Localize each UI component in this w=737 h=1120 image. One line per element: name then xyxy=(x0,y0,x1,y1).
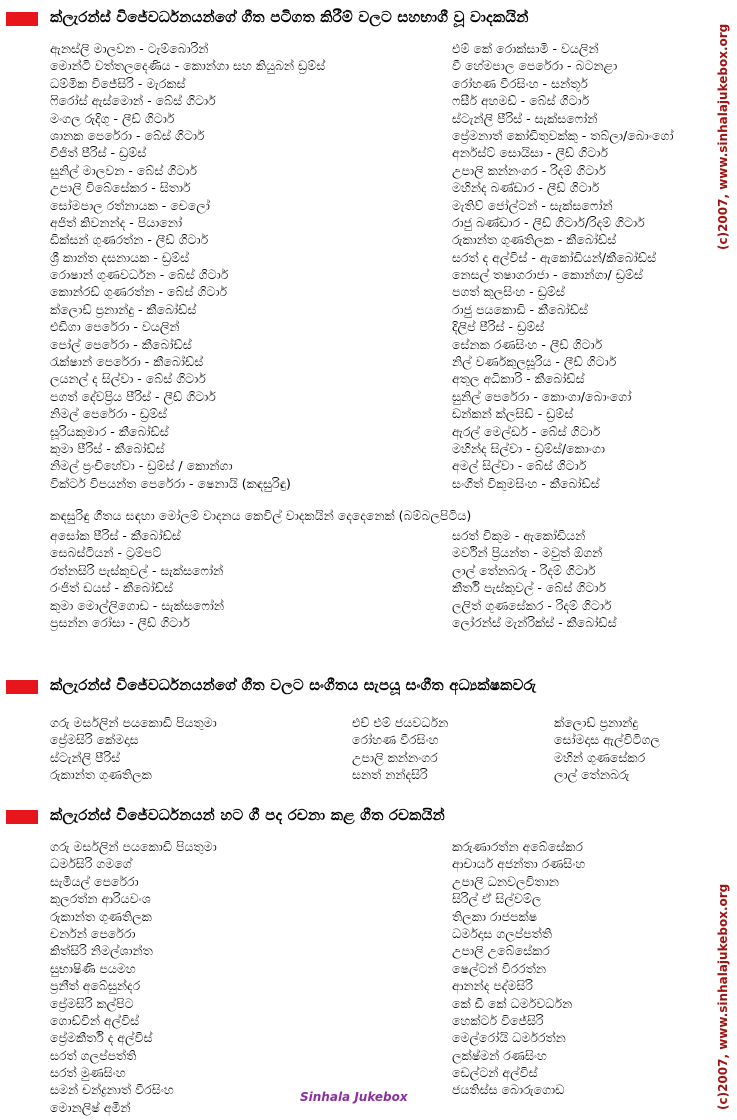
list-item: උපාලි විබේසේකර - සිතාර් xyxy=(50,180,191,196)
list-item: පෝල් පෙරේරා - කීබෝඩ්ස් xyxy=(50,336,192,352)
directors-col-2 xyxy=(352,714,542,784)
list-item: මොනලිෂ් අමීන් xyxy=(50,1099,131,1115)
list-item: රාජු බණ්ඩාර - ලීඩ් ගිටාර්/රිදම් ගිටාර් xyxy=(452,214,645,230)
list-item: වික්ටර් විපයන්ත පෙරේරා - ෂෙනායි (කඳසුරිඳු) xyxy=(50,475,291,491)
section-title: ක්ලැරන්ස් විජේවර්ධනයන් හට ගී පද රචනා කළ ගීත රචකයින් xyxy=(50,806,445,824)
list-item: ක්ලොඩ් ප්‍රනාන්දු - කීබෝඩ්ස් xyxy=(50,301,197,317)
kandasuridu-note: කඳසුරිඳු ගීතය සඳහා මෝලම් වාදනය කෙවිල් වාදකයින් දෙදෙනෙක් (බම්බලපිටිය) xyxy=(50,508,472,523)
list-item: පගත් කුලසිංහ - ඩ්‍රම්ස් xyxy=(452,284,565,300)
list-item: සෝමපාල රත්නායක - චෙලෝ xyxy=(50,197,210,213)
list-item: සෝමදාස ඇල්විටිගල xyxy=(554,732,660,748)
list-item: ගරු මර්සලින් පයකොඩි පියතුමා xyxy=(50,715,217,730)
list-item: සැමියල් පෙරේරා xyxy=(50,873,139,889)
directors-col-3 xyxy=(554,714,704,784)
performers-left-list-2 xyxy=(50,527,440,631)
list-item: ධර්මසිරි ගමගේ xyxy=(50,856,132,872)
list-item: නිමල් පෙරේරා - ඩ්‍රම්ස් xyxy=(50,406,168,422)
list-item: නෙසල් තෂාගරාජා - කොන්ගා/ ඩ්‍රම්ස් xyxy=(452,267,643,283)
list-item: උපාලි කන්නංගර - රිදම් ගිටාර් xyxy=(452,162,606,178)
performers-right-list-2 xyxy=(452,527,707,631)
list-item: සෙබස්ටියන් - ට්‍රම්පට් xyxy=(50,545,162,561)
list-item: අර්නස්ට් සොයිසා - ලීඩ් ගිටාර් xyxy=(452,145,608,161)
list-item: ධර්මදාස ගලප්පත්ති xyxy=(452,925,553,941)
performers-right-list xyxy=(452,40,707,492)
red-marker-icon xyxy=(6,12,38,26)
list-item: අජිත් කිවනන්ද - පියානෝ xyxy=(50,214,183,230)
list-item: ප්‍රේමසිරි කල්පිට xyxy=(50,995,134,1011)
list-item: සුභාෂිණි පයමහ xyxy=(50,960,136,976)
list-item: මහින්ද බණ්ඩාර - ලීඩ් ගිටාර් xyxy=(452,180,600,196)
list-item: ඇරල් මෙල්ඩර් - බේස් ගිටාර් xyxy=(452,423,601,439)
list-item: අතුල අධිකාරි - කීබෝඩ්ස් xyxy=(452,371,585,387)
list-item: ෆසීර් අහමඩ් - බේස් ගිටාර් xyxy=(452,93,590,109)
directors-col-1 xyxy=(50,714,340,784)
section-title: ක්ලැරන්ස් විජේවර්ධනයන්ගේ ගීත පටිගත කිරීම් වලට සහභාගී වූ වාදකයින් xyxy=(50,8,529,26)
list-item: කුලරත්න ආරියවංශ xyxy=(50,891,151,907)
list-item: පගත් දේවප්‍රිය පීරිස් - ලීඩ් ගිටාර් xyxy=(50,388,216,404)
music-directors-section xyxy=(0,676,705,783)
list-item: එච් එම් ජයවර්ධන xyxy=(352,715,449,730)
list-item: සංගීත් විකුමසිංහ - කීබෝඩ්ස් xyxy=(452,475,600,491)
list-item: ලලිත් ගුණසේකර - රිදම් ගිටාර් xyxy=(452,597,612,613)
list-item: ස්ටැන්ලි පීරිස් xyxy=(50,749,121,765)
list-item: කිත්සිරි නිමල්ශාන්ත xyxy=(50,943,153,959)
list-item: ඩන්කන් ක්ලසිඩ් - ඩ්‍රම්ස් xyxy=(452,406,574,422)
list-item: උපාලි ධනවලවිතාන xyxy=(452,873,559,889)
copyright-watermark-bottom: (c)2007, www.sinhalajukebox.org xyxy=(716,883,730,1110)
list-item: රත්නසිරි පැස්කුවල් - සැක්සෆෝන් xyxy=(50,562,224,578)
list-item: ලාල් තේනබරු - රිදම් ගිටාර් xyxy=(452,562,596,578)
list-item: අසෝක පීරිස් - කීබෝඩ්ස් xyxy=(50,528,181,543)
list-item: මර්වින් ප්‍රියන්ත - මවුත් ඕගන් xyxy=(452,545,603,561)
list-item: සූරියකුමාර - කීබෝඩ්ස් xyxy=(50,423,169,439)
list-item: ශ්‍රී කාන්ත දසනායක - ඩ්‍රම්ස් xyxy=(50,249,190,265)
footer-logo-text: Sinhala Jukebox xyxy=(300,1090,408,1104)
list-item: කේ ඩී කේ ධර්මවර්ධන xyxy=(452,995,573,1011)
list-item: සිරිල් ඒ සිල්වම්ල xyxy=(452,891,542,907)
list-item: ප්‍රසන්න රෝසා - ලීඩ් ගිටාර් xyxy=(50,614,190,630)
list-item: ක්ලොඩ් ප්‍රනාන්දු xyxy=(554,715,638,730)
list-item: ගොඩ්වින් අල්විස් xyxy=(50,1012,140,1028)
list-item: මංගල රුදිගු - ලීඩ් ගිටාර් xyxy=(50,110,175,126)
list-item: ධම්මික විජේසිරි - මැරකස් xyxy=(50,75,186,91)
list-item: විජිත් පීරිස් - ඩ්‍රම්ස් xyxy=(50,145,147,161)
copyright-watermark-top: (c)2007, www.sinhalajukebox.org xyxy=(716,23,730,250)
list-item: ලයනල් ද සිල්වා - බේස් ගිටාර් xyxy=(50,371,206,387)
list-item: මොන්ටි වත්තලදෙණිය - කොන්ගා සහ කියුබන් ඩ්‍රම්ස් xyxy=(50,58,326,74)
list-item: ජයතිස්ස බොරුගොඩ xyxy=(452,1082,565,1098)
list-item: මහින්ද සිල්වා - ඩ්‍රම්ස්/කොංගා xyxy=(452,440,606,456)
list-item: තිලකා රාජපක්ෂ xyxy=(452,908,538,924)
list-item: රෝහණ වීරසිංහ xyxy=(352,732,439,748)
performers-section xyxy=(0,8,705,630)
list-item: එම් කේ රොක්සාමි - වයලින් xyxy=(452,41,599,56)
list-item: ආචාර්ය අජන්තා රණසිංහ xyxy=(452,856,586,872)
list-item: ප්‍රනීත් අබේසුන්දර xyxy=(50,978,141,994)
list-item: සුනිල් පෙරේරා - කොංගා/බොංගෝ xyxy=(452,388,632,404)
list-item: ගරු මර්සලින් පයකොඩි පියතුමා xyxy=(50,839,217,854)
list-item: එඩිගා පෙරේරා - වයලින් xyxy=(50,319,180,335)
list-item: චර්නන් පෙරේරා xyxy=(50,925,136,941)
red-marker-icon xyxy=(6,680,38,694)
list-item: නිමල් ප්‍රංචිහේවා - ඩ්‍රම්ස් / කොන්ගා xyxy=(50,458,233,474)
list-item: රෝහණ වීරසිංහ - සන්තූර් xyxy=(452,75,588,91)
list-item: උපාලි උබේසේකර xyxy=(452,943,550,959)
list-item: ලාල් තේනබරු xyxy=(554,767,630,783)
list-item: සනත් නන්දසිරි xyxy=(352,767,428,783)
list-item: සේනක රණසිංහ - ලීඩ් ගිටාර් xyxy=(452,336,603,352)
list-item: මහින් ගුණසේකර xyxy=(554,749,646,765)
list-item: අමල් සිල්වා - බේස් ගිටාර් xyxy=(452,458,587,474)
lyricists-right-list xyxy=(452,838,707,1099)
list-item: සරත් ද අල්විස් - ඇකෝඩියන්/කීබෝඩ්ස් xyxy=(452,249,657,265)
list-item: නිල් වර්ණකුලසූරිය - ලීඩ් ගිටාර් xyxy=(452,354,617,370)
lyricists-left-list xyxy=(50,838,440,1116)
list-item: කරුණාරත්න අබේසේකර xyxy=(452,839,583,854)
list-item: සරත් විකුම - ඇකෝඩියන් xyxy=(452,528,586,543)
list-item: සුනිල් මාලවන - බේස් ගිටාර් xyxy=(50,162,197,178)
list-item: කීර්ති පැස්කුවල් - බේස් ගිටාර් xyxy=(452,580,606,596)
list-item: රුකාන්ත ගුණතිලක xyxy=(50,908,152,924)
list-item: ලක්ෂ්මන් රණසිංහ xyxy=(452,1047,547,1063)
list-item: රැක්ෂාන් පෙරේරා - කීබෝඩ්ස් xyxy=(50,354,204,370)
red-marker-icon xyxy=(6,810,38,824)
list-item: ඇනස්ලි මාලවන - ටැම්බොරින් xyxy=(50,41,209,56)
list-item: කොන්රඩ් ගුණරත්න - බේස් ගිටාර් xyxy=(50,284,227,300)
list-item: මැතිව් ජෝල්ටන් - සැක්සෆෝන් xyxy=(452,197,613,213)
list-item: රුකාන්ත ගුණතිලක xyxy=(50,767,152,783)
list-item: රංජිත් ඩයස් - කීබෝඩ්ස් xyxy=(50,580,173,596)
list-item: ඩෙල්ටන් අල්විස් xyxy=(452,1065,538,1081)
list-item: ප්‍රේමසිරි කේමදාස xyxy=(50,732,139,748)
list-item: මෙල්රෝයි ධර්මරත්න xyxy=(452,1030,566,1046)
list-item: රාජු පයකොඩි - කීබෝඩ්ස් xyxy=(452,301,589,317)
list-item: වී හේමපාල පෙරේරා - බටනළා xyxy=(452,58,618,74)
list-item: රොෂාන් ගුණවර්ධන - බේස් ගිටාර් xyxy=(50,267,229,283)
list-item: දිලිප් පීරිස් - ඩ්‍රම්ස් xyxy=(452,319,545,335)
list-item: උපාලි කන්නංගර xyxy=(352,749,438,765)
section-title: ක්ලැරන්ස් විජේවර්ධනයන්ගේ ගීත වලට සංගීතය සැපයූ සංගීත අධ්‍යක්ෂකවරු xyxy=(50,676,537,694)
section-header xyxy=(0,806,705,830)
list-item: ප්‍රේමනාත් කෝඩිතුවක්කු - තබ්ලා/බොංගෝ xyxy=(452,127,674,143)
list-item: සමන් චන්ද්‍රනාත් වීරසිංහ xyxy=(50,1082,174,1098)
list-item: ලෝරන්ස් මැන්රික්ස් - කීබෝඩ්ස් xyxy=(452,614,617,630)
list-item: ස්ටැන්ලි පීරිස් - සැක්සෆෝන් xyxy=(452,110,598,126)
list-item: ෆිරෝස් ඇස්මොන් - බේස් ගිටාර් xyxy=(50,93,216,109)
section-header xyxy=(0,8,705,32)
section-header xyxy=(0,676,705,700)
list-item: ආනන්ද පද්මසිරි xyxy=(452,978,533,994)
list-item: ප්‍රේමකීර්ති ද අල්විස් xyxy=(50,1030,153,1046)
list-item: ශානක පෙරේරා - බේස් ගිටාර් xyxy=(50,127,205,143)
list-item: කුමා පීරිස් - කීබෝඩ්ස් xyxy=(50,440,165,456)
list-item: හෙක්ටර් විජේසිරි xyxy=(452,1012,544,1028)
performers-left-list xyxy=(50,40,440,492)
list-item: ඩික්සන් ගුණරත්න - ලීඩ් ගිටාර් xyxy=(50,232,209,248)
list-item: කුමා මොල්ලිගොඩ - සැක්සෆෝන් xyxy=(50,597,225,613)
list-item: සරත් මුණසිංහ xyxy=(50,1065,126,1081)
list-item: සරත් ගලප්පත්ති xyxy=(50,1047,137,1063)
list-item: ෂෙල්ටන් වීරරත්න xyxy=(452,960,547,976)
list-item: රුකාන්ත ගුණතිලක - කීබෝඩ්ස් xyxy=(452,232,617,248)
